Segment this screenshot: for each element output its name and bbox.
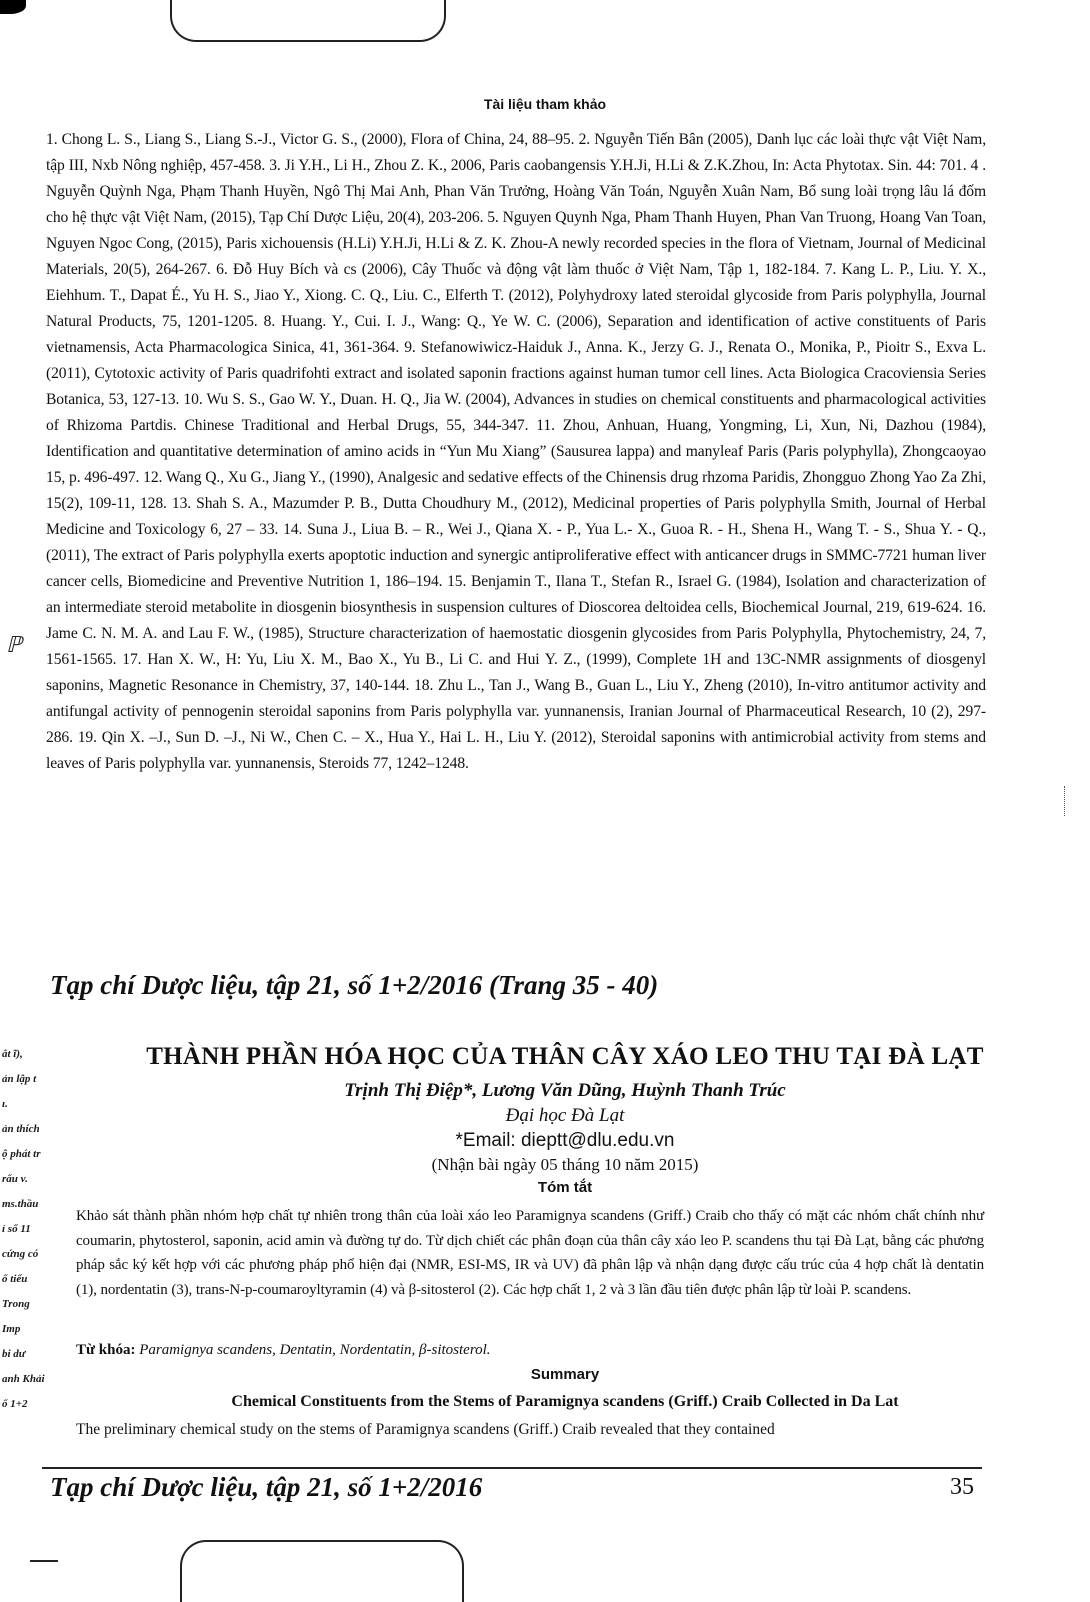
margin-fragment: ản lập t [2, 1073, 37, 1085]
margin-fragment: rấu v. [2, 1173, 28, 1185]
margin-fragment: bi dư [2, 1348, 26, 1360]
margin-fragment: ỉ sổ 11 [2, 1223, 31, 1235]
references-text: 1. Chong L. S., Liang S., Liang S.-J., Victor G. S., (2000), Flora of China, 24, 88–95. 2. Nguyễn Tiến Bân (2005), Danh lục các loài thực vật Việt Nam, tập III, Nxb Nông nghiệp, 457-458. 3. Ji Y.H., Li H., Zhou Z. K., 2006, Paris caobangensis Y.H.Ji, H.Li & Z.K.Zhou, In: Acta Phytotax. Sin. 44: 701. 4 . Nguyễn Quỳnh Nga, Phạm Thanh Huyền, Ngô Thị Mai Anh, Phan Văn Trưởng, Hoàng Văn Toán, Nguyễn Xuân Nam, Bổ sung loài trọng lâu lá đốm cho hệ thực vật Việt Nam, (2015), Tạp Chí Dược Liệu, 20(4), 203-206. 5. Nguyen Quynh Nga, Pham Thanh Huyen, Phan Van Truong, Hoang Van Toan, Nguyen Ngoc Cong, (2015), Paris xichouensis (H.Li) Y.H.Ji, H.Li & Z. K. Zhou-A newly recorded species in the flora of Vietnam, Journal of Medicinal Materials, 20(5), 264-267. 6. Đỗ Huy Bích và cs (2006), Cây Thuốc và động vật làm thuốc ở Việt Nam, Tập 1, 182-184. 7. Kang L. P., Liu. Y. X., Eiehhum. T., Dapat É., Yu H. S., Jiao Y., Xiong. C. Q., Liu. C., Elferth T. (2012), Polyhydroxy lated steroidal glycoside from Paris polyphylla, Journal Natural Products, 75, 1201-1205. 8. Huang. Y., Cui. I. J., Wang: Q., Ye W. C. (2006), Separation and identification of active constituents of Paris vietnamensis, Acta Pharmacologica Sinica, 41, 361-364. 9. Stefanowiwicz-Haiduk J., Anna. K., Jerzy G. J., Renata O., Monika, P., Pioitr S., Exva L. (2011), Cytotoxic activity of Paris quadrifohti extract and isolated saponin fractions against human tumor cell lines. Acta Biologica Cracoviensia Series Botanica, 53, 127-13. 10. Wu S. S., Gao W. Y., Duan. H. Q., Jia W. (2004), Advances in studies on chemical constituents and pharmacological activities of Rhizoma Partdis. Chinese Traditional and Herbal Drugs, 55, 344-347. 11. Zhou, Anhuan, Huang, Yongming, Li, Xun, Ni, Dazhou (1984), Identification and quantitative determination of amino acids in “Yun Mu Xiang” (Sausurea lappa) and manyleaf Paris (Paris polyphylla), Zhongcaoyao 15, p. 496-497. 12. Wang Q., Xu G., Jiang Y., (1990), Analgesic and sedative effects of the Chinensis drug rhzoma Paridis, Zhongguo Zhong Yao Za Zhi, 15(2), 109-11, 128. 13. Shah S. A., Mazumder P. B., Dutta Choudhury M., (2012), Medicinal properties of Paris polyphylla Smith, Journal of Herbal Medicine and Toxicology 6, 27 – 33. 14. Suna J., Liua B. – R., Wei J., Qiana X. - P., Yua L.- X., Guoa R. - H., Shena H., Wang T. - S., Shua Y. - Q., (2011), The extract of Paris polyphylla exerts apoptotic induction and synergic antiproliferative effect with anticancer drugs in SMMC-7721 human liver cancer cells, Biomedicine and Preventive Nutrition 1, 186–194. 15. Benjamin T., Ilana T., Stefan R., Israel G. (1984), Isolation and characterization of an intermediate steroid metabolite in diosgenin biosynthesis in suspension cultures of Dioscorea deltoidea cells, Biochemical Journal, 219, 619-624. 16. Jame C. N. M. A. and Lau F. W., (1985), Structure characterization of haemostatic diosgenin glycosides from Paris Polyphylla, Phytochemistry, 24, 7, 1561-1565. 17. Han X. W., H: Yu, Liu X. M., Bao X., Yu B., Li C. and Hui Y. Z., (1999), Complete 1H and 13C-NMR assignments of diosgenyl saponins, Magnetic Resonance in Chemistry, 37, 140-144. 18. Zhu L., Tan J., Wang B., Guan L., Liu Y., Zheng (2010), In-vitro antitumor activity and antifungal activity of pennogenin steroidal saponins from Paris polyphylla var. yunnanensis, Iranian Journal of Pharmaceutical Research, 10 (2), 297-286. 19. Qin X. –J., Sun D. –J., Ni W., Chen C. – X., Hua Y., Hai L. H., Liu Y. (2012), Steroidal saponins with antimicrobial activity from stems and leaves of Paris polyphylla var. yunnanensis, Steroids 77, 1242–1248. [46, 131, 986, 772]
margin-fragment: ố 1+2 [2, 1398, 28, 1410]
article-email: *Email: dieptt@dlu.edu.vn [455, 1130, 675, 1151]
english-summary-first-line: The preliminary chemical study on the stems of Paramignya scandens (Griff.) Craib revealed that they contained [76, 1421, 775, 1438]
scan-artifact-side-mark [1064, 786, 1068, 816]
abstract-heading: Tóm tắt [537, 1179, 593, 1196]
margin-mark: ℙ [6, 632, 22, 657]
article-title: THÀNH PHẦN HÓA HỌC CỦA THÂN CÂY XÁO LEO THU TẠI ĐÀ LẠT [146, 1043, 984, 1070]
scan-artifact-top-bracket [170, 0, 446, 42]
scan-artifact-bottom-hook [30, 1560, 58, 1572]
margin-bleed-through [2, 1042, 50, 1417]
margin-fragment: ản thích [2, 1123, 40, 1135]
english-title: Chemical Constituents from the Stems of Paramignya scandens (Griff.) Craib Collected in Da Lat [231, 1393, 899, 1410]
article-affiliation: Đại học Đà Lạt [505, 1105, 625, 1126]
references-list [46, 127, 986, 777]
footer-journal-name: Tạp chí Dược liệu, tập 21, số 1+2/2016 [50, 1472, 483, 1502]
article-authors: Trịnh Thị Điệp*, Lương Văn Dũng, Huỳnh Thanh Trúc [344, 1080, 786, 1101]
summary-heading: Summary [530, 1366, 600, 1383]
scan-artifact-bottom-bracket [180, 1540, 464, 1602]
margin-fragment: ı. [2, 1098, 8, 1110]
margin-fragment: ố tiểu [2, 1273, 28, 1285]
article-received-date: (Nhận bài ngày 05 tháng 10 năm 2015) [431, 1155, 699, 1174]
abstract-text: Khảo sát thành phần nhóm hợp chất tự nhiên trong thân của loài xáo leo Paramignya scandens (Griff.) Craib cho thấy có mặt các nhóm chất chính như coumarin, phytosterol, saponin, acid amin và đường tự do. Từ dịch chiết các phân đoạn của thân cây xáo leo P. scandens thu tại Đà Lạt, bằng các phương pháp sắc ký kết hợp với các phương pháp phổ hiện đại (NMR, ESI-MS, IR và UV) đã phân lập và nhận dạng được cấu trúc của 4 hợp chất là dentatin (1), nordentatin (3), trans-N-p-coumaroyltyramin (4) và β-sitosterol (2). Các hợp chất 1, 2 và 3 lần đầu tiên được phân lập từ loài P. scandens. [76, 1208, 984, 1298]
page-number: 35 [950, 1474, 974, 1500]
margin-fragment: Trong [2, 1298, 30, 1310]
keywords-line [76, 1342, 984, 1359]
journal-issue-line: Tạp chí Dược liệu, tập 21, số 1+2/2016 (Trang 35 - 40) [50, 970, 659, 1000]
keywords-values: Paramignya scandens, Dentatin, Nordentatin, β-sitosterol. [139, 1342, 491, 1358]
abstract-body [76, 1204, 984, 1302]
margin-fragment: cứng có [2, 1248, 39, 1260]
scan-artifact-corner [0, 0, 26, 14]
references-heading: Tài liệu tham khảo [483, 96, 607, 112]
keywords-label: Từ khóa: [76, 1342, 136, 1358]
margin-fragment: ms.thầu [2, 1198, 39, 1210]
margin-fragment: ắt ĩ), [2, 1048, 23, 1060]
footer-rule [42, 1467, 982, 1469]
margin-fragment: Imp [2, 1323, 21, 1335]
margin-fragment: anh Khải [2, 1373, 45, 1385]
margin-fragment: ộ phát tr [2, 1148, 41, 1160]
